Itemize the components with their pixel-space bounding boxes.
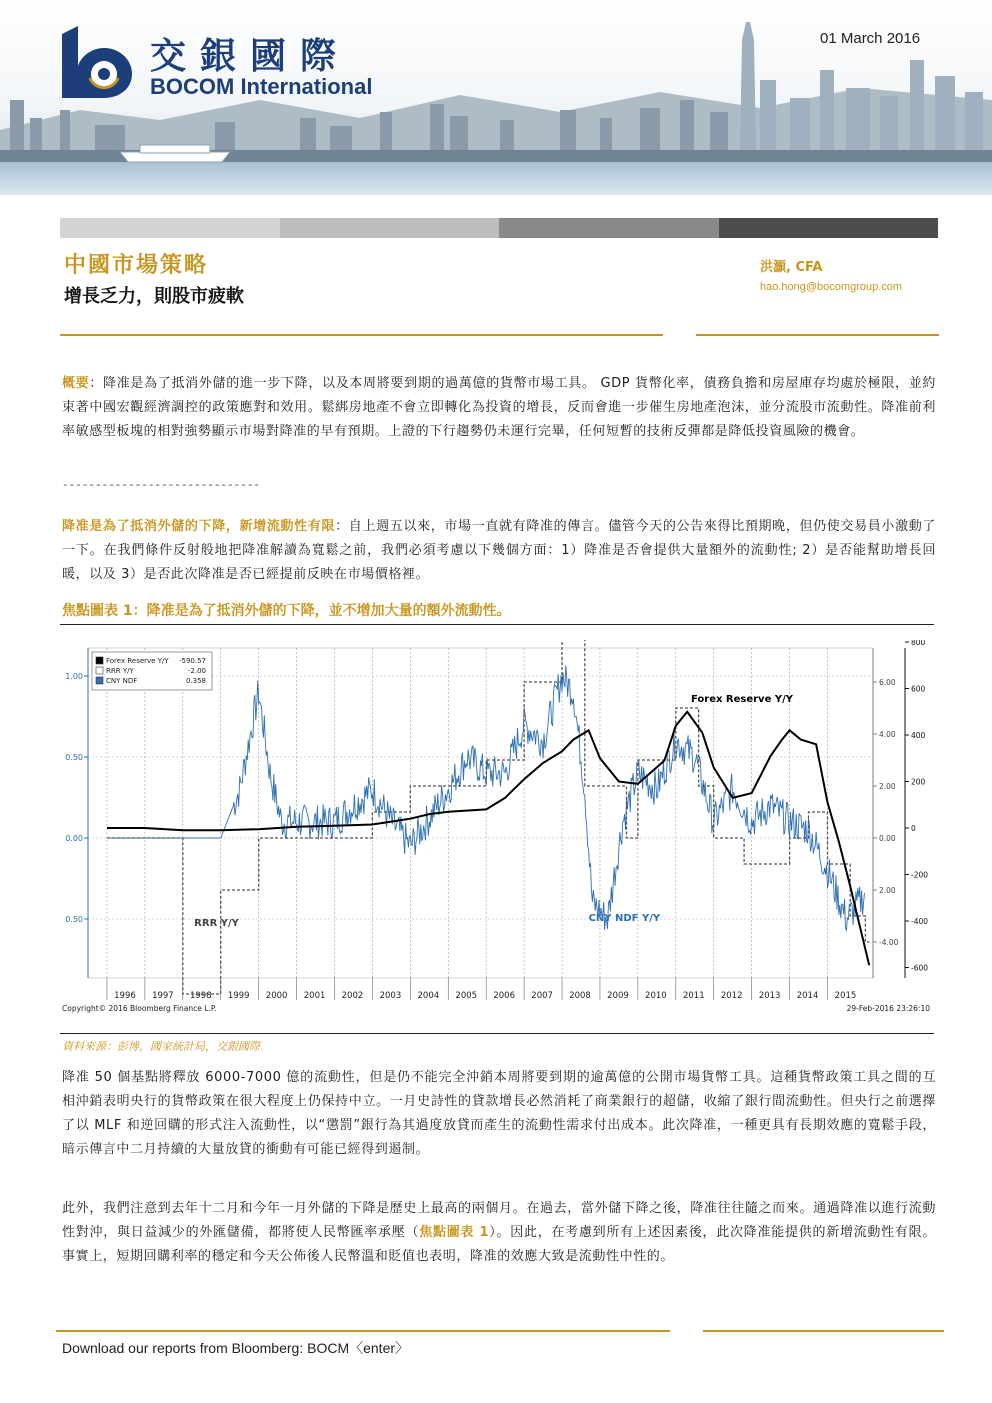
section1-text: ：自上週五以來，市場一直就有降准的傳言。儘管今天的公告來得比預期晚，但仍使交易員小激動了一下。在我們條件反射般地把降准解讀為寬鬆之前，我們必須考慮以下幾個方面：1）降准是否會提供大量額外的流動性; 2）是否能幫助增長回暖，以及 3）是否此次降准是否已經提前反映在市場價格裡。 [62, 519, 936, 582]
section1-label: 降准是為了抵消外儲的下降，新增流動性有限 [62, 519, 336, 534]
bocom-logo-icon [56, 26, 136, 98]
left-tick-label: 1.00 [65, 672, 83, 681]
section-stripe [60, 218, 938, 238]
left-tick-label: 0.00 [65, 834, 83, 843]
report-title: 中國市場策略 [64, 252, 209, 278]
legend-value: 0.358 [185, 677, 206, 685]
legend-swatch [96, 677, 103, 684]
x-tick-label: 1996 [114, 991, 136, 1001]
right-outer-tick-label: 200 [911, 777, 926, 787]
right-inner-tick-label: 2.00 [879, 782, 896, 791]
left-tick-label: 0.50 [65, 753, 83, 762]
separator-dashes: ------------------------------ [62, 480, 261, 492]
right-outer-tick-label: 400 [911, 731, 926, 740]
right-outer-tick-label: 600 [911, 684, 926, 694]
body-paragraph-2 [62, 1197, 936, 1269]
para2-text-a: 此外，我們注意到去年十二月和今年一月外儲的下降是歷史上最高的兩個月。在過去，當外儲下降之後，降准往往隨之而來。通過降准以進行流動性對沖，與日益減少的外匯儲備，都將使人民幣匯率承壓（ [62, 1201, 936, 1240]
x-tick-label: 1998 [189, 991, 212, 1001]
figure-reference: 焦點圖表 1 [419, 1225, 490, 1240]
chart-annotation: Forex Reserve Y/Y [690, 694, 793, 705]
forex-rrr-ndf-chart [60, 640, 934, 1015]
legend-label: Forex Reserve Y/Y [106, 657, 169, 665]
summary-text: ：降准是為了抵消外儲的進一步下降，以及本周將要到期的過萬億的貨幣市場工具。 GDP 貨幣化率，債務負擔和房屋庫存均處於極限，並約束著中國宏觀經濟調控的政策應對和效用。鬆綁房地產不會立即轉化為投資的增長，反而會進一步催生房地產泡沫，並分流股市流動性。降准前利率敏感型板塊的相對強勢顯示市場對降准的早有預期。上證的下行趨勢仍未運行完畢，任何短暫的技術反彈都是降低投資風險的機會。 [62, 376, 936, 439]
title-divider-left [60, 334, 663, 336]
x-tick-label: 2010 [645, 991, 667, 1001]
x-tick-label: 2012 [720, 991, 743, 1001]
right-inner-tick-label: 4.00 [879, 730, 896, 739]
x-tick-label: 2002 [341, 991, 364, 1001]
x-tick-label: 2004 [417, 991, 440, 1001]
x-tick-label: 1999 [227, 991, 250, 1001]
x-tick-label: 2001 [303, 991, 326, 1001]
x-tick-label: 2007 [531, 991, 553, 1001]
x-tick-label: 2015 [834, 991, 857, 1001]
legend-value: -2.00 [187, 667, 206, 675]
legend-label: RRR Y/Y [106, 667, 134, 675]
right-outer-tick-label: -600 [911, 963, 929, 973]
company-name-cn: 交銀國際 [150, 35, 351, 77]
figure-bottom-rule [60, 1033, 934, 1034]
footer-divider-right [703, 1330, 944, 1332]
report-subtitle: 增長乏力，則股市疲軟 [64, 286, 244, 307]
right-outer-tick-label: 0 [911, 824, 916, 833]
x-tick-label: 2009 [607, 991, 629, 1001]
analyst-email[interactable]: hao.hong@bocomgroup.com [760, 281, 903, 293]
x-tick-label: 1997 [152, 991, 174, 1001]
summary-label: 概要 [62, 376, 90, 391]
x-tick-label: 2008 [569, 991, 591, 1001]
report-date: 01 March 2016 [820, 30, 921, 47]
chart-copyright: Copyright© 2016 Bloomberg Finance L.P. [62, 1004, 217, 1013]
x-tick-label: 2011 [682, 991, 705, 1001]
left-tick-label: 0.50 [65, 915, 83, 924]
title-divider-right [696, 334, 939, 336]
right-outer-tick-label: -200 [911, 870, 929, 880]
figure-top-rule [60, 624, 934, 625]
chart-annotation: RRR Y/Y [194, 918, 239, 929]
company-name-en: BOCOM International [150, 74, 373, 99]
footer-divider-left [56, 1330, 670, 1332]
chart-timestamp: 29-Feb-2016 23:26:10 [846, 1004, 930, 1013]
figure-source: 資料來源：彭博，國家統計局，交銀國際 [62, 1040, 260, 1053]
legend-swatch [96, 667, 103, 674]
para2-text-b: ）。因此，在考慮到所有上述因素後，此次降准能提供的新增流動性有限。事實上，短期回購利率的穩定和今天公佈後人民幣溫和貶值也表明，降准的效應大致是流動性中性的。 [62, 1225, 936, 1264]
x-tick-label: 2000 [265, 991, 288, 1001]
right-outer-tick-label: -400 [911, 917, 929, 926]
x-tick-label: 2013 [758, 991, 781, 1001]
x-tick-label: 2006 [493, 991, 516, 1001]
right-inner-tick-label: 6.00 [879, 678, 896, 687]
legend-value: -590.57 [178, 657, 206, 665]
section1-paragraph [62, 515, 936, 587]
body-paragraph-1: 降准 50 個基點將釋放 6000-7000 億的流動性，但是仍不能完全沖銷本周將要到期的逾萬億的公開市場貨幣工具。這種貨幣政策工具之間的互相沖銷表明央行的貨幣政策在很大程度上仍保持中立。一月史詩性的貸款增長必然消耗了商業銀行的超儲，收縮了銀行間流動性。但央行之前選擇了以 MLF 和逆回購的形式注入流動性，以“懲罰”銀行為其過度放貸而產生的流動性需求付出成本。此次降准，一種更具有長期效應的寬鬆手段，暗示傳言中二月持續的大量放貸的衝動有可能已經得到遏制。 [62, 1070, 936, 1157]
legend-swatch [96, 657, 103, 664]
figure-title: 焦點圖表 1：降准是為了抵消外儲的下降，並不增加大量的額外流動性。 [62, 603, 511, 619]
legend-label: CNY NDF [106, 677, 138, 685]
x-tick-label: 2005 [455, 991, 478, 1001]
right-inner-tick-label: -4.00 [879, 938, 899, 947]
chart-svg [60, 640, 934, 1015]
analyst-name: 洪灝, CFA [760, 260, 823, 275]
right-outer-tick-label: 800 [911, 640, 926, 647]
footer-bloomberg-link[interactable]: Download our reports from Bloomberg: BOCM〈enter〉 [62, 1340, 410, 1356]
x-tick-label: 2003 [379, 991, 402, 1001]
right-inner-tick-label: 2.00 [879, 886, 896, 895]
chart-annotation: CNY NDF Y/Y [588, 913, 661, 924]
summary-paragraph [62, 372, 936, 444]
right-inner-tick-label: 0.00 [879, 834, 896, 843]
x-tick-label: 2014 [796, 991, 819, 1001]
